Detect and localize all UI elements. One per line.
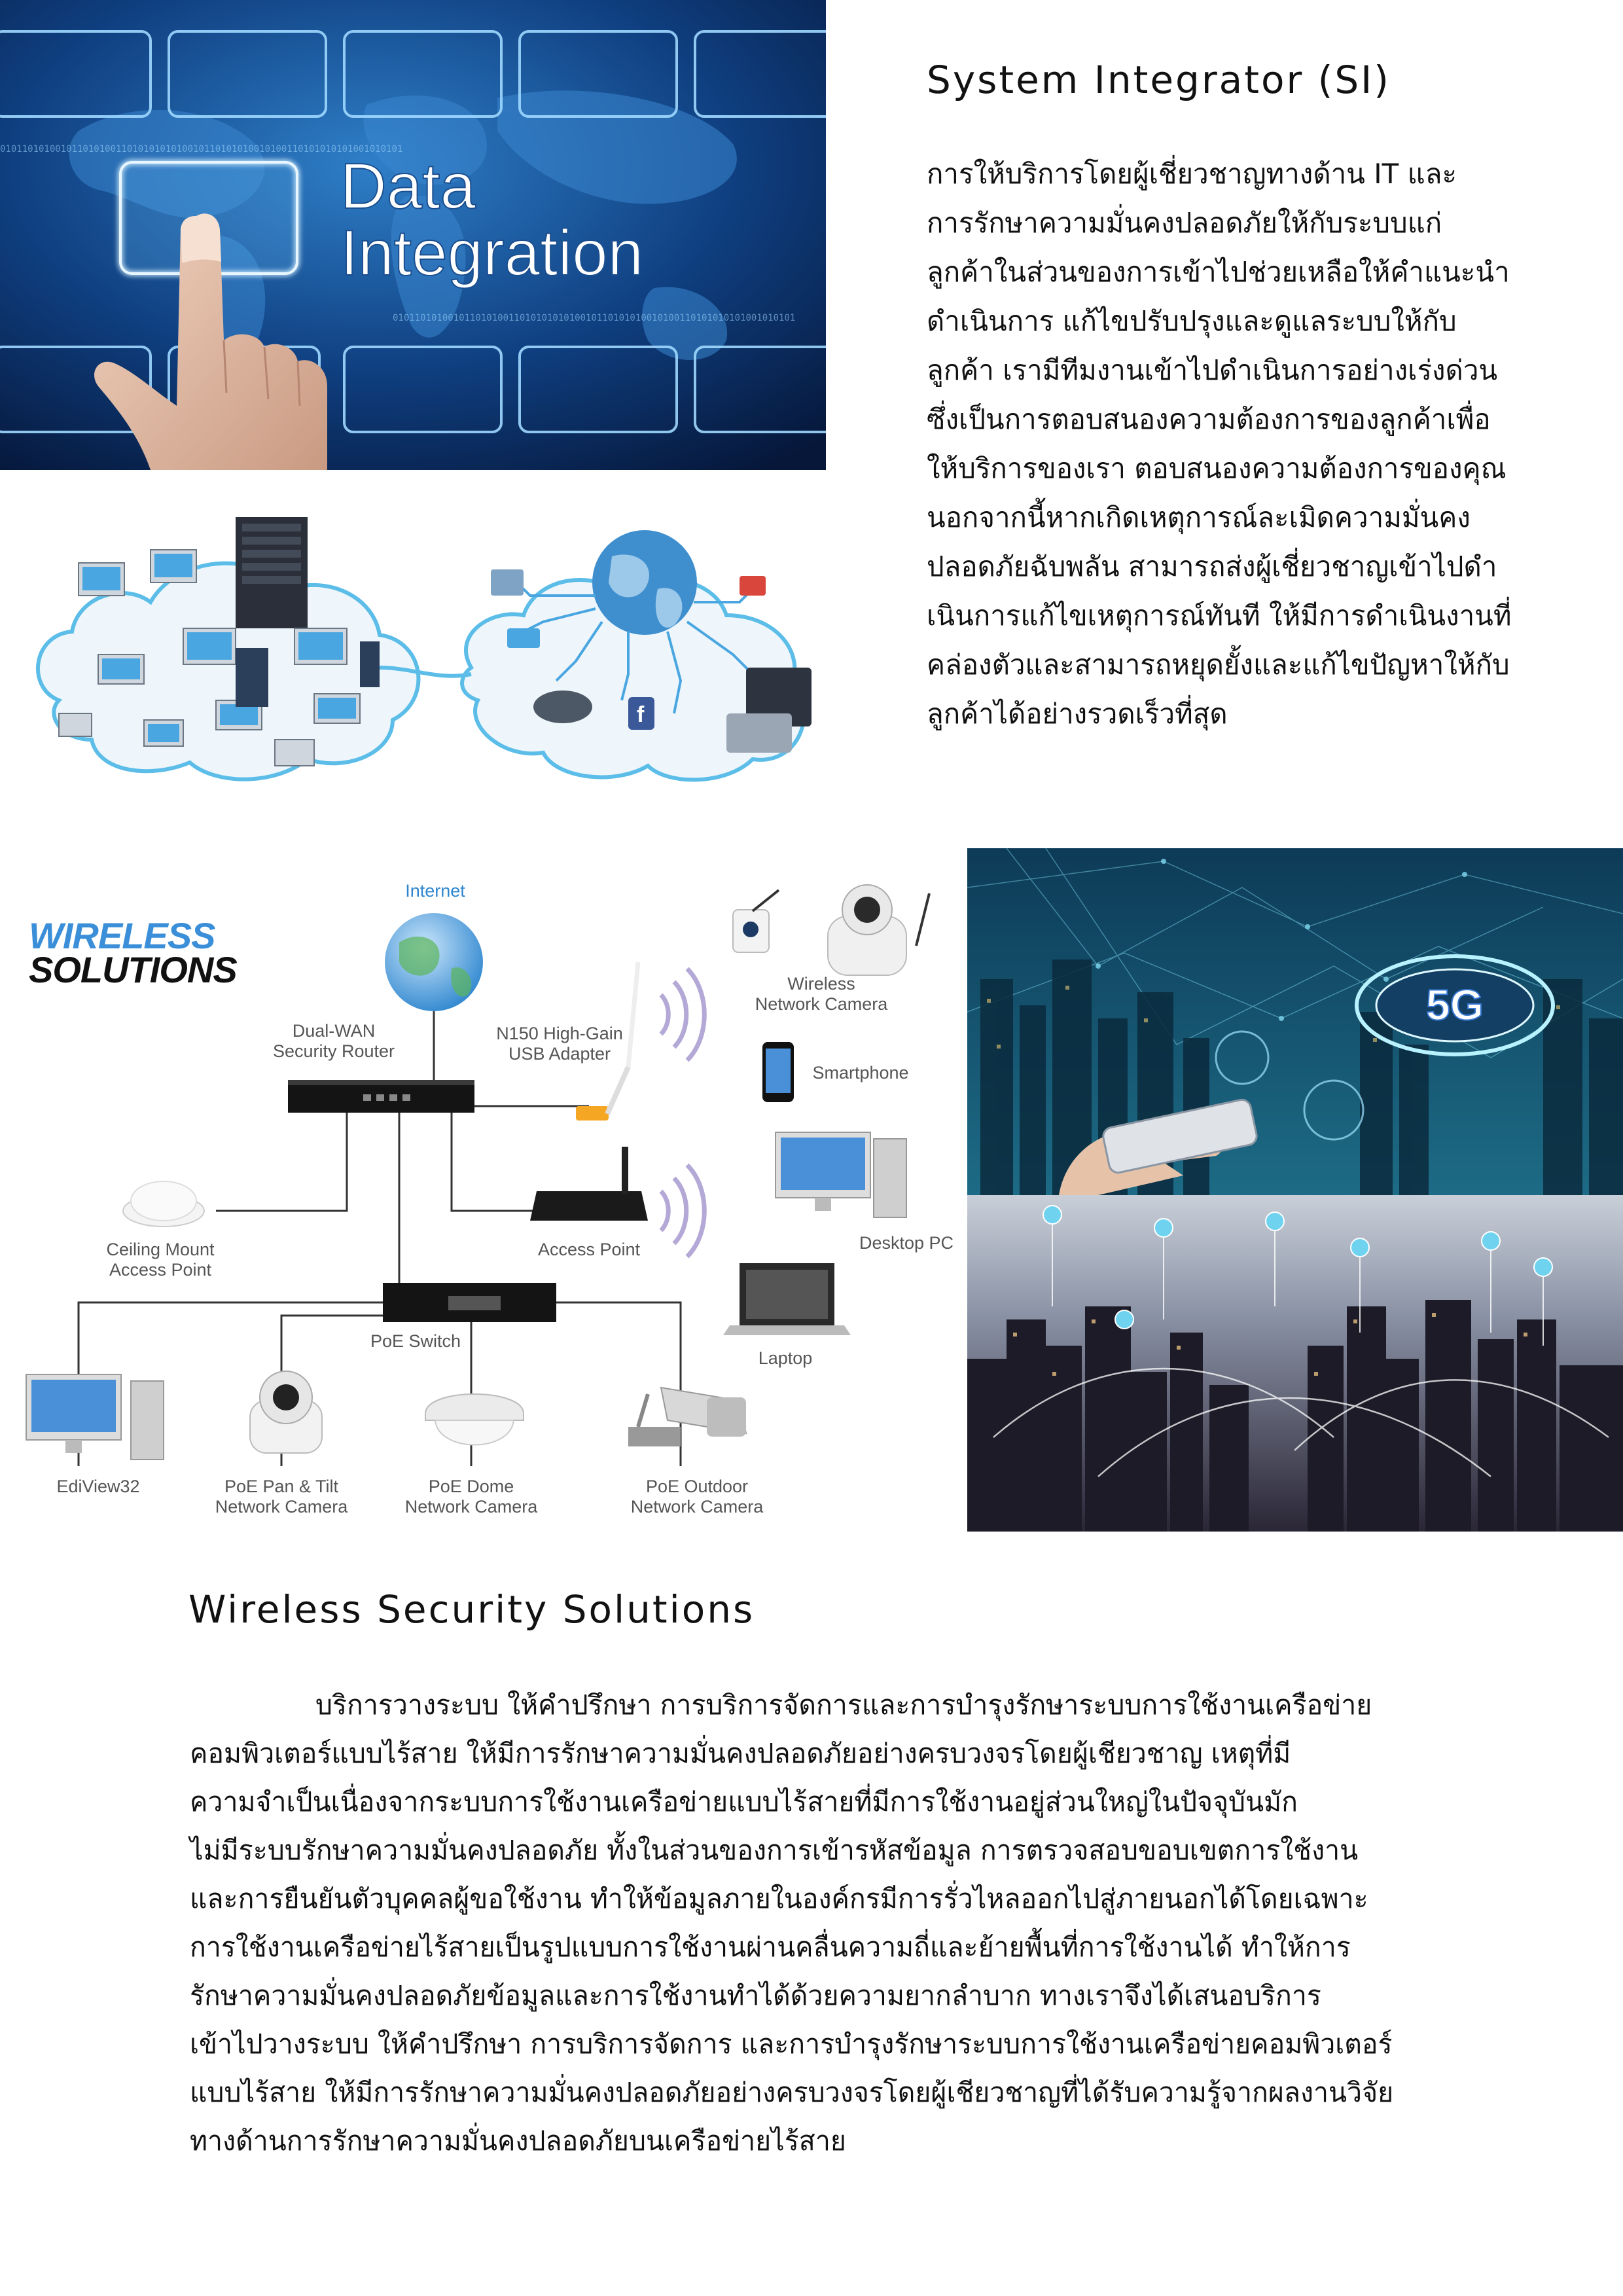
ws-line: ไม่มีระบบรักษาความมั่นคงปลอดภัย ทั้งในส่วนของการเข้ารหัสข้อมูล การตรวจสอบขอบเขตการใช้งาน: [190, 1835, 1359, 1866]
wireless-camera-label-1: Wireless: [787, 974, 855, 994]
desktop-label: Desktop PC: [859, 1233, 954, 1253]
ws-line: และการยืนยันตัวบุคคลผู้ขอใช้งาน ทำให้ข้อมูลภายในองค์กรมีการรั่วไหลออกไปสู่ภายนอกได้โดยเฉพาะ: [190, 1883, 1368, 1914]
logo-line-2: SOLUTIONS: [29, 949, 237, 990]
wireless-solutions-logo: [29, 915, 237, 990]
pan-tilt-label: [203, 1477, 360, 1517]
binary-stream-2: 0101101010010110101001101010101010010110101010010100110101010101001010101: [393, 313, 796, 323]
facebook-glyph: f: [637, 702, 645, 727]
router-label: [262, 1021, 406, 1062]
wireless-diagram: [0, 864, 954, 1532]
globe-icon: [592, 530, 697, 635]
si-line: ซึ่งเป็นการตอบสนองความต้องการของลูกค้าเพื่อ: [927, 403, 1491, 435]
laptop-label: Laptop: [758, 1348, 813, 1368]
ws-line: รักษาความมั่นคงปลอดภัยข้อมูลและการใช้งานทำได้ด้วยความยากลำบาก ทางเราจึงได้เสนอบริการ: [190, 1980, 1321, 2011]
city-5g-graphic: [967, 848, 1623, 1532]
outdoor-label: [615, 1477, 779, 1517]
laptop-icon: [723, 1263, 851, 1335]
security-router-icon: [288, 1080, 474, 1113]
cloud-network-image: [20, 504, 864, 792]
city-5g-image: [967, 848, 1623, 1532]
access-point-label: Access Point: [537, 1240, 641, 1259]
ws-title: Wireless Security Solutions: [188, 1587, 755, 1632]
ws-line: คอมพิวเตอร์แบบไร้สาย ให้มีการรักษาความมั่นคงปลอดภัยอย่างครบวงจรโดยผู้เชียวชาญ เหตุที่มี: [190, 1738, 1291, 1769]
si-line: ลูกค้าในส่วนของการเข้าไปช่วยเหลือให้คำแนะนำ: [927, 256, 1510, 288]
ws-paragraph: [190, 1681, 1466, 2165]
data-integration-graphic: [0, 0, 826, 470]
ediview-monitor-icon: [26, 1374, 164, 1460]
ws-line: การใช้งานเครือข่ายไร้สายเป็นรูปแบบการใช้งานผ่านคลื่นความถี่และย้ายพื้นที่การใช้งานได้ ทำให้การ: [190, 1931, 1351, 1963]
data-word: Data: [340, 150, 476, 222]
outdoor-label-2: Network Camera: [630, 1497, 764, 1516]
cloud-network-graphic: [20, 504, 864, 792]
si-paragraph: [927, 149, 1535, 738]
si-line: การรักษาความมั่นคงปลอดภัยให้กับระบบแก่: [927, 207, 1442, 239]
integration-word: Integration: [340, 217, 644, 289]
ws-line: บริการวางระบบ ให้คำปรึกษา การบริการจัดการและการบำรุงรักษาระบบการใช้งานเครือข่าย: [315, 1689, 1372, 1721]
usb-label-2: USB Adapter: [508, 1044, 611, 1064]
router-label-2: Security Router: [272, 1041, 395, 1061]
outdoor-label-1: PoE Outdoor: [645, 1477, 749, 1496]
si-line: การให้บริการโดยผู้เชี่ยวชาญทางด้าน IT และ: [927, 158, 1457, 190]
ws-line: ทางด้านการรักษาความมั่นคงปลอดภัยบนเครือข่ายไร้สาย: [190, 2125, 846, 2157]
internet-globe-icon: [385, 913, 483, 1011]
desktop-pc-icon: [776, 1132, 906, 1217]
si-line: ลูกค้า เรามีทีมงานเข้าไปดำเนินการอย่างเร่งด่วน: [927, 354, 1498, 386]
ws-line: แบบไร้สาย ให้มีการรักษาความมั่นคงปลอดภัยอย่างครบวงจรโดยผู้เชียวชาญที่ได้รับความรู้จากผลงานวิจัย: [190, 2077, 1394, 2108]
5g-text: 5G: [1425, 980, 1484, 1029]
data-integration-image: [0, 0, 826, 470]
ceiling-access-point-icon: [123, 1181, 204, 1227]
si-line: คล่องตัวและสามารถหยุดยั้งและแก้ไขปัญหาให้กับ: [927, 649, 1510, 681]
poe-switch-icon: [383, 1283, 556, 1322]
si-title: System Integrator (SI): [927, 58, 1391, 102]
internet-label: Internet: [405, 881, 465, 901]
dome-camera-icon: [425, 1394, 524, 1445]
ws-line: ความจำเป็นเนื่องจากระบบการใช้งานเครือข่ายแบบไร้สายที่มีการใช้งานอยู่ส่วนใหญ่ในปัจจุบันมัก: [190, 1786, 1298, 1818]
smartphone-icon: [762, 1042, 794, 1102]
outdoor-camera-icon: [628, 1388, 746, 1446]
5g-badge-icon: [1357, 956, 1553, 1054]
si-line: นอกจากนี้หากเกิดเหตุการณ์ละเมิดความมั่นคง: [927, 501, 1471, 533]
wireless-camera-icon: [733, 885, 929, 975]
ediview-label: EdiView32: [56, 1477, 140, 1496]
router-label-1: Dual-WAN: [292, 1021, 376, 1041]
usb-label-1: N150 High-Gain: [496, 1024, 623, 1043]
smartphone-label: Smartphone: [812, 1063, 909, 1083]
ceiling-label-1: Ceiling Mount: [106, 1240, 215, 1259]
wireless-camera-label: [740, 974, 903, 1014]
pan-tilt-label-1: PoE Pan & Tilt: [224, 1477, 339, 1496]
si-line: ปลอดภัยฉับพลัน สามารถส่งผู้เชี่ยวชาญเข้าไปดำ: [927, 550, 1497, 583]
si-line: ให้บริการของเรา ตอบสนองความต้องการของคุณ: [927, 452, 1507, 484]
si-line: ลูกค้าได้อย่างรวดเร็วที่สุด: [927, 698, 1228, 730]
ceiling-label-2: Access Point: [109, 1260, 212, 1280]
usb-label: [491, 1024, 628, 1064]
ws-line: เข้าไปวางระบบ ให้คำปรึกษา การบริการจัดการ และการบำรุงรักษาระบบการใช้งานเครือข่ายคอมพิวเตอร์: [190, 2028, 1393, 2060]
si-line: ดำเนินการ แก้ไขปรับปรุงและดูแลระบบให้กับ: [927, 305, 1457, 337]
pan-tilt-camera-icon: [250, 1371, 322, 1453]
server-rack-icon: [236, 517, 308, 628]
wifi-signal-icon: [661, 969, 704, 1060]
logo-line-1: WIRELESS: [29, 915, 215, 956]
wifi-signal-icon-2: [661, 1165, 704, 1257]
dome-label-2: Network Camera: [404, 1497, 538, 1516]
dome-label-1: PoE Dome: [428, 1477, 514, 1496]
ceiling-label: [92, 1240, 229, 1280]
poe-switch-label: PoE Switch: [370, 1331, 461, 1351]
wireless-camera-label-2: Network Camera: [755, 994, 888, 1014]
pan-tilt-label-2: Network Camera: [215, 1497, 348, 1516]
binary-stream: 0101101010010110101001101010101010010110101010010100110101010101001010101: [0, 144, 403, 154]
si-line: เนินการแก้ไขเหตุการณ์ทันที ให้มีการดำเนินงานที่: [927, 600, 1512, 632]
dome-label: [393, 1477, 550, 1517]
access-point-icon: [530, 1147, 648, 1221]
